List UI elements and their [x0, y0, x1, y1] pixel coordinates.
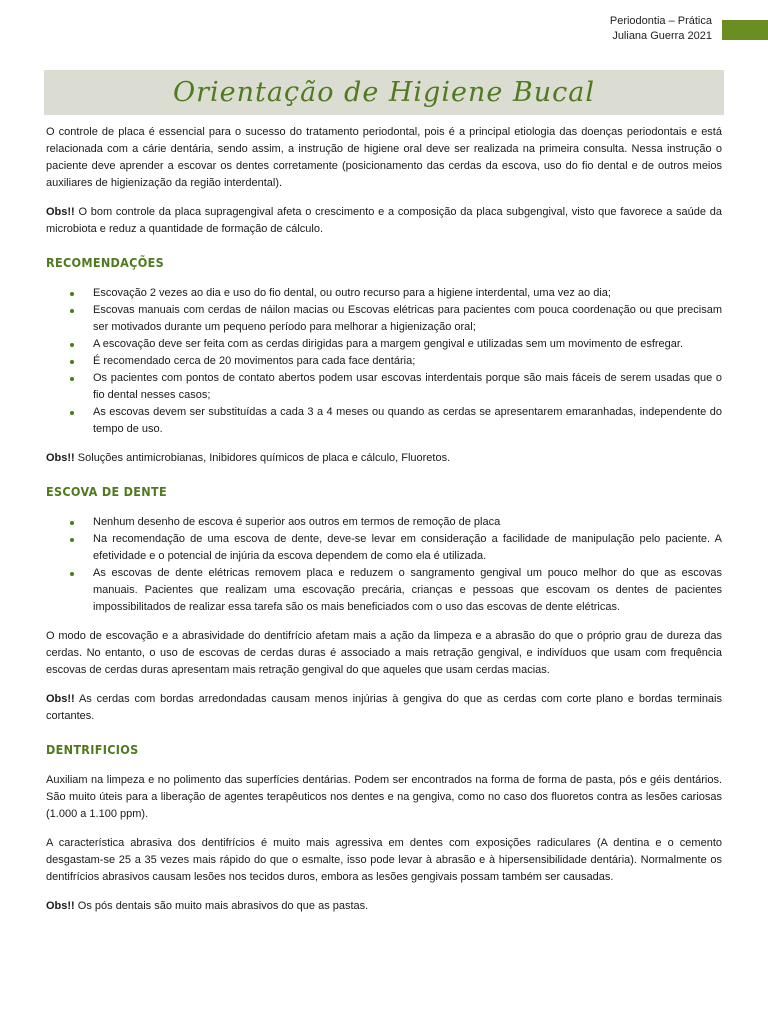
- obs-note: [46, 898, 722, 915]
- title-banner: [44, 70, 724, 115]
- list-item: Nenhum desenho de escova é superior aos outros em termos de remoção de placa: [46, 514, 722, 531]
- obs-note: [46, 204, 722, 238]
- dentrificios-paragraph-1: Auxiliam na limpeza e no polimento das superfícies dentárias. Podem ser encontrados na forma de forma de pasta, pós e géis dentários. São muito úteis para a liberação de agentes terapêuticos nos dentes e na gengiva, como no caso dos fluoretos contra as lesões cariosas (1.000 a 1.100 ppm).: [46, 774, 722, 820]
- header-author: Juliana Guerra 2021: [612, 30, 712, 42]
- recomendacoes-list: [46, 285, 722, 438]
- list-item: Escovas manuais com cerdas de náilon macias ou Escovas elétricas para pacientes com pouca coordenação ou que precisam ser motivados durante um pequeno período para melhorar a higienização oral;: [46, 302, 722, 336]
- obs-label: Obs!!: [46, 693, 75, 705]
- section-heading-dentrificios: DENTRIFICIOS: [46, 742, 139, 757]
- header-course: Periodontia – Prática: [609, 15, 712, 27]
- list-item: As escovas devem ser substituídas a cada 3 a 4 meses ou quando as cerdas se apresentarem emaranhadas, independente do tempo de uso.: [46, 404, 722, 438]
- obs-label: Obs!!: [46, 900, 75, 912]
- obs-text: O bom controle da placa supragengival afeta o crescimento e a composição da placa subgengival, visto que favorece a saúde da microbiota e reduz a quantidade de formação de cálculo.: [46, 206, 722, 235]
- list-item: As escovas de dente elétricas removem placa e reduzem o sangramento gengival um pouco melhor do que as escovas manuais. Pacientes que realizam uma escovação precária, crianças e pessoas que escovam os dentes de pacientes impossibilitados de realizar essa tarefa são os mais beneficiados com o uso das escovas de dente elétricas.: [46, 565, 722, 616]
- intro-paragraph: O controle de placa é essencial para o sucesso do tratamento periodontal, pois é a principal etiologia das doenças periodontais e está relacionada com a cárie dentária, sendo assim, a instrução de higiene oral deve ser realizada na primeira consulta. Nessa instrução o paciente deve aprender a escovar os dentes corretamente (posicionamento das cerdas da escova, uso do fio dental e de outros meios auxiliares de higienização da região interdental).: [46, 126, 722, 189]
- list-item: Na recomendação de uma escova de dente, deve-se levar em consideração a facilidade de manipulação pelo paciente. A efetividade e o potencial de injúria da escova dependem de como ela é utilizada.: [46, 531, 722, 565]
- page-header: [610, 14, 712, 44]
- obs-text: Soluções antimicrobianas, Inibidores químicos de placa e cálculo, Fluoretos.: [74, 452, 451, 464]
- document-title: Orientação de Higiene Bucal: [172, 77, 595, 108]
- list-item: A escovação deve ser feita com as cerdas dirigidas para a margem gengival e utilizadas sem um movimento de esfregar.: [46, 336, 722, 353]
- dentrificios-paragraph-2: A característica abrasiva dos dentifrícios é muito mais agressiva em dentes com exposições radiculares (A dentina e o cemento desgastam-se 25 a 35 vezes mais rápido do que o esmalte, isso pode levar à abrasão e à hipersensibilidade dentária). Normalmente os dentifrícios abrasivos causam lesões nos tecidos duros, embora as lesões gengivais possam também ser causadas.: [46, 837, 722, 883]
- list-item: Escovação 2 vezes ao dia e uso do fio dental, ou outro recurso para a higiene interdental, uma vez ao dia;: [46, 285, 722, 302]
- section-heading-recomendacoes: RECOMENDAÇÕES: [46, 255, 164, 270]
- escova-paragraph: O modo de escovação e a abrasividade do dentifrício afetam mais a ação da limpeza e a abrasão do que o próprio grau de dureza das cerdas. No entanto, o uso de escovas de cerdas duras é associado a mais retração gengival, e indivíduos que usam com frequência escovas de cerdas duras apresentam mais retração gengival do que aqueles que usam cerdas macias.: [46, 630, 722, 676]
- list-item: Os pacientes com pontos de contato abertos podem usar escovas interdentais porque são mais fáceis de serem usadas que o fio dental nesses casos;: [46, 370, 722, 404]
- list-item: É recomendado cerca de 20 movimentos para cada face dentária;: [46, 353, 722, 370]
- obs-text: As cerdas com bordas arredondadas causam menos injúrias à gengiva do que as cerdas com corte plano e bordas terminais cortantes.: [46, 693, 722, 722]
- obs-label: Obs!!: [46, 452, 75, 464]
- escova-list: [46, 514, 722, 616]
- obs-text: Os pós dentais são muito mais abrasivos do que as pastas.: [74, 900, 369, 912]
- header-accent-bar: [722, 20, 768, 40]
- obs-note: [46, 450, 722, 467]
- obs-note: [46, 691, 722, 725]
- obs-label: Obs!!: [46, 206, 75, 218]
- section-heading-escova: ESCOVA DE DENTE: [46, 484, 167, 499]
- document-body: [46, 124, 722, 927]
